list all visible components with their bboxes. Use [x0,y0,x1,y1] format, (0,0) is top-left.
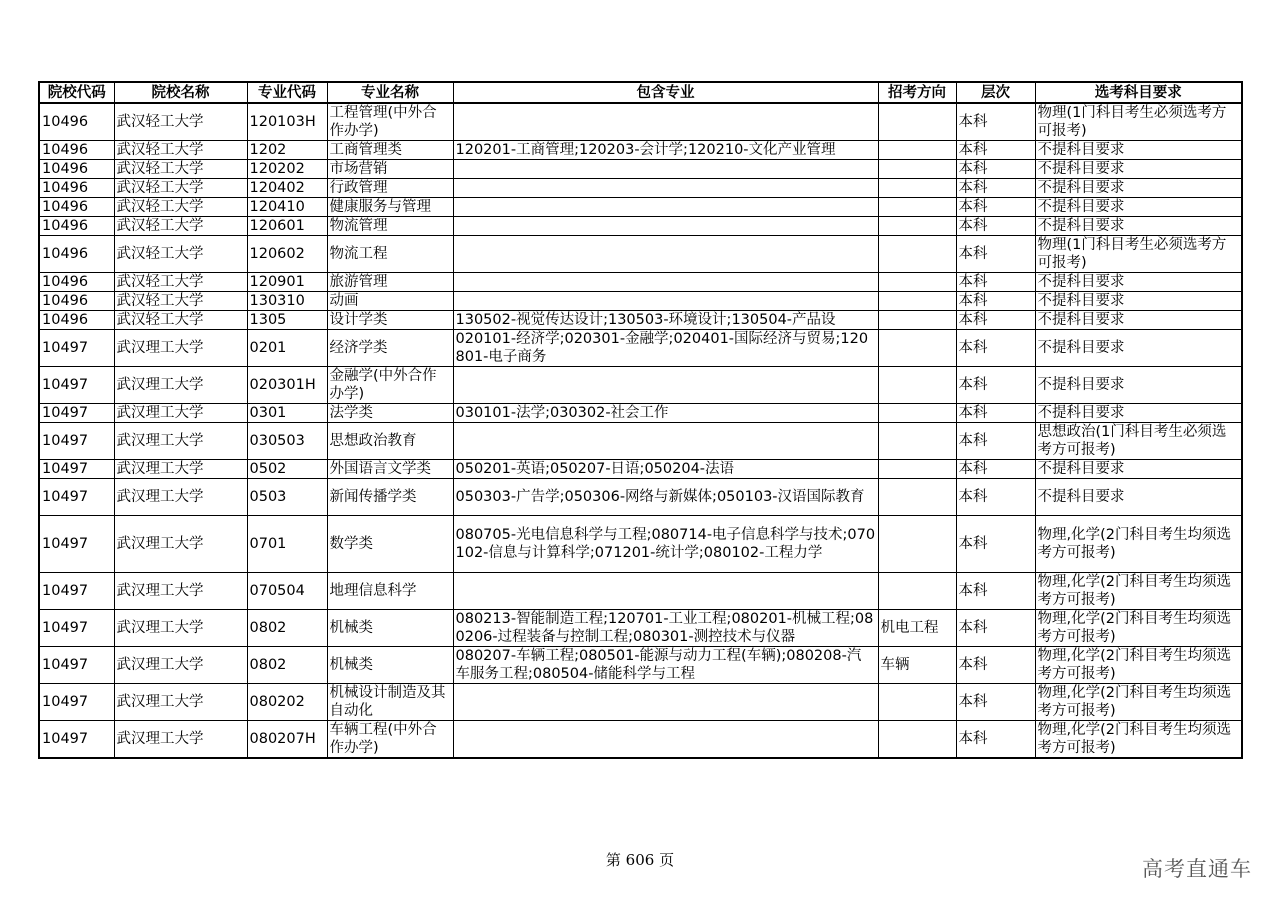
cell-subject-requirement: 物理,化学(2门科目考生均须选考方可报考) [1035,684,1242,721]
cell-subject-requirement: 不提科目要求 [1035,367,1242,404]
cell-subject-requirement: 物理,化学(2门科目考生均须选考方可报考) [1035,516,1242,573]
cell-school-name: 武汉理工大学 [114,404,247,423]
cell-major-name: 物流工程 [327,236,453,273]
cell-subject-requirement: 不提科目要求 [1035,141,1242,160]
cell-major-name: 机械设计制造及其自动化 [327,684,453,721]
cell-school-code: 10496 [39,311,114,330]
cell-included-majors [453,423,878,460]
header-included-majors: 包含专业 [453,82,878,103]
cell-level: 本科 [956,160,1035,179]
cell-included-majors [453,367,878,404]
cell-school-code: 10496 [39,217,114,236]
cell-major-code: 080207H [247,721,327,759]
cell-school-name: 武汉理工大学 [114,479,247,516]
cell-school-name: 武汉轻工大学 [114,141,247,160]
cell-level: 本科 [956,292,1035,311]
cell-subject-requirement: 物理(1门科目考生必须选考方可报考) [1035,103,1242,141]
cell-school-name: 武汉理工大学 [114,721,247,759]
cell-exam-direction [878,179,956,198]
cell-subject-requirement: 不提科目要求 [1035,179,1242,198]
cell-included-majors: 020101-经济学;020301-金融学;020401-国际经济与贸易;120801-电子商务 [453,330,878,367]
cell-level: 本科 [956,330,1035,367]
cell-major-code: 0502 [247,460,327,479]
cell-included-majors: 120201-工商管理;120203-会计学;120210-文化产业管理 [453,141,878,160]
cell-major-code: 030503 [247,423,327,460]
table-row [39,160,1242,179]
cell-major-code: 120402 [247,179,327,198]
cell-major-name: 经济学类 [327,330,453,367]
cell-subject-requirement: 不提科目要求 [1035,198,1242,217]
watermark-text: 高考直通车 [1142,857,1252,881]
cell-school-code: 10497 [39,404,114,423]
cell-level: 本科 [956,198,1035,217]
table-row [39,721,1242,759]
cell-subject-requirement: 物理,化学(2门科目考生均须选考方可报考) [1035,610,1242,647]
cell-included-majors [453,160,878,179]
table-row [39,404,1242,423]
table-row [39,179,1242,198]
cell-school-name: 武汉轻工大学 [114,217,247,236]
cell-school-code: 10497 [39,684,114,721]
cell-major-name: 地理信息科学 [327,573,453,610]
cell-major-name: 法学类 [327,404,453,423]
cell-school-name: 武汉理工大学 [114,367,247,404]
cell-school-name: 武汉理工大学 [114,460,247,479]
header-exam-direction: 招考方向 [878,82,956,103]
table-row [39,573,1242,610]
cell-level: 本科 [956,647,1035,684]
cell-level: 本科 [956,516,1035,573]
cell-exam-direction [878,103,956,141]
cell-exam-direction [878,367,956,404]
cell-major-name: 新闻传播学类 [327,479,453,516]
cell-school-code: 10497 [39,367,114,404]
cell-exam-direction [878,217,956,236]
cell-subject-requirement: 思想政治(1门科目考生必须选考方可报考) [1035,423,1242,460]
cell-included-majors [453,198,878,217]
cell-school-code: 10496 [39,273,114,292]
cell-included-majors: 080207-车辆工程;080501-能源与动力工程(车辆);080208-汽车服务工程;080504-储能科学与工程 [453,647,878,684]
cell-exam-direction [878,292,956,311]
cell-school-code: 10497 [39,423,114,460]
cell-included-majors: 080705-光电信息科学与工程;080714-电子信息科学与技术;070102-信息与计算科学;071201-统计学;080102-工程力学 [453,516,878,573]
cell-level: 本科 [956,367,1035,404]
cell-major-name: 行政管理 [327,179,453,198]
cell-school-code: 10497 [39,610,114,647]
cell-included-majors [453,573,878,610]
cell-major-name: 物流管理 [327,217,453,236]
table-row [39,311,1242,330]
table-row [39,479,1242,516]
cell-major-code: 120202 [247,160,327,179]
cell-subject-requirement: 不提科目要求 [1035,330,1242,367]
cell-major-code: 020301H [247,367,327,404]
cell-level: 本科 [956,423,1035,460]
cell-major-name: 健康服务与管理 [327,198,453,217]
cell-subject-requirement: 物理,化学(2门科目考生均须选考方可报考) [1035,647,1242,684]
cell-school-name: 武汉轻工大学 [114,292,247,311]
cell-major-code: 130310 [247,292,327,311]
table-row [39,141,1242,160]
cell-major-code: 080202 [247,684,327,721]
cell-major-code: 1305 [247,311,327,330]
cell-major-name: 数学类 [327,516,453,573]
table-row [39,684,1242,721]
cell-exam-direction [878,573,956,610]
table-row [39,367,1242,404]
table-row [39,292,1242,311]
cell-level: 本科 [956,460,1035,479]
cell-major-code: 120602 [247,236,327,273]
cell-school-code: 10497 [39,647,114,684]
cell-school-name: 武汉理工大学 [114,647,247,684]
cell-major-name: 车辆工程(中外合作办学) [327,721,453,759]
cell-included-majors [453,236,878,273]
cell-school-name: 武汉轻工大学 [114,273,247,292]
cell-included-majors [453,292,878,311]
cell-major-code: 120103H [247,103,327,141]
cell-included-majors [453,684,878,721]
cell-exam-direction [878,236,956,273]
cell-school-name: 武汉轻工大学 [114,198,247,217]
cell-included-majors: 130502-视觉传达设计;130503-环境设计;130504-产品设 [453,311,878,330]
cell-major-name: 工商管理类 [327,141,453,160]
cell-exam-direction [878,684,956,721]
table-row [39,273,1242,292]
table-row [39,610,1242,647]
cell-included-majors [453,179,878,198]
cell-school-name: 武汉理工大学 [114,573,247,610]
cell-school-code: 10496 [39,292,114,311]
cell-exam-direction [878,479,956,516]
header-level: 层次 [956,82,1035,103]
table-row [39,236,1242,273]
cell-exam-direction [878,141,956,160]
cell-exam-direction [878,404,956,423]
cell-level: 本科 [956,179,1035,198]
header-major-code: 专业代码 [247,82,327,103]
cell-subject-requirement: 物理,化学(2门科目考生均须选考方可报考) [1035,721,1242,759]
cell-included-majors: 050303-广告学;050306-网络与新媒体;050103-汉语国际教育 [453,479,878,516]
cell-included-majors: 030101-法学;030302-社会工作 [453,404,878,423]
cell-major-code: 0701 [247,516,327,573]
cell-exam-direction: 车辆 [878,647,956,684]
cell-included-majors [453,273,878,292]
table-body [39,103,1242,758]
table-row [39,330,1242,367]
cell-subject-requirement: 物理,化学(2门科目考生均须选考方可报考) [1035,573,1242,610]
cell-exam-direction: 机电工程 [878,610,956,647]
cell-subject-requirement: 不提科目要求 [1035,217,1242,236]
table-row [39,516,1242,573]
cell-level: 本科 [956,273,1035,292]
cell-major-name: 金融学(中外合作办学) [327,367,453,404]
cell-school-code: 10496 [39,236,114,273]
cell-included-majors [453,721,878,759]
cell-included-majors: 050201-英语;050207-日语;050204-法语 [453,460,878,479]
cell-major-code: 120410 [247,198,327,217]
cell-major-code: 070504 [247,573,327,610]
cell-included-majors: 080213-智能制造工程;120701-工业工程;080201-机械工程;080206-过程装备与控制工程;080301-测控技术与仪器 [453,610,878,647]
cell-subject-requirement: 物理(1门科目考生必须选考方可报考) [1035,236,1242,273]
table-row [39,103,1242,141]
cell-school-code: 10496 [39,141,114,160]
cell-subject-requirement: 不提科目要求 [1035,404,1242,423]
cell-major-name: 思想政治教育 [327,423,453,460]
header-school-code: 院校代码 [39,82,114,103]
cell-major-name: 动画 [327,292,453,311]
cell-major-code: 0802 [247,647,327,684]
header-subject-requirement: 选考科目要求 [1035,82,1242,103]
cell-subject-requirement: 不提科目要求 [1035,292,1242,311]
cell-school-name: 武汉理工大学 [114,423,247,460]
cell-school-code: 10496 [39,103,114,141]
cell-exam-direction [878,516,956,573]
cell-exam-direction [878,273,956,292]
cell-major-name: 机械类 [327,610,453,647]
cell-level: 本科 [956,610,1035,647]
cell-major-name: 工程管理(中外合作办学) [327,103,453,141]
cell-exam-direction [878,311,956,330]
cell-exam-direction [878,721,956,759]
cell-exam-direction [878,198,956,217]
cell-school-code: 10497 [39,460,114,479]
page-number: 第 606 页 [605,851,675,869]
cell-included-majors [453,103,878,141]
cell-major-name: 外国语言文学类 [327,460,453,479]
cell-school-name: 武汉理工大学 [114,330,247,367]
table-row [39,460,1242,479]
cell-exam-direction [878,330,956,367]
cell-school-code: 10497 [39,479,114,516]
cell-level: 本科 [956,103,1035,141]
cell-level: 本科 [956,311,1035,330]
cell-major-name: 设计学类 [327,311,453,330]
table-row [39,198,1242,217]
cell-school-code: 10497 [39,573,114,610]
cell-major-code: 1202 [247,141,327,160]
cell-level: 本科 [956,141,1035,160]
cell-level: 本科 [956,684,1035,721]
cell-exam-direction [878,160,956,179]
cell-major-code: 0503 [247,479,327,516]
cell-school-code: 10496 [39,179,114,198]
cell-major-code: 0802 [247,610,327,647]
cell-subject-requirement: 不提科目要求 [1035,311,1242,330]
cell-school-name: 武汉轻工大学 [114,311,247,330]
cell-school-code: 10497 [39,516,114,573]
table-header-row [39,82,1242,103]
cell-level: 本科 [956,236,1035,273]
table-row [39,647,1242,684]
admission-requirements-table [38,81,1243,759]
cell-major-code: 0301 [247,404,327,423]
cell-major-code: 120601 [247,217,327,236]
cell-major-code: 0201 [247,330,327,367]
cell-school-name: 武汉轻工大学 [114,236,247,273]
cell-school-name: 武汉轻工大学 [114,103,247,141]
cell-subject-requirement: 不提科目要求 [1035,160,1242,179]
cell-included-majors [453,217,878,236]
cell-major-name: 市场营销 [327,160,453,179]
cell-major-name: 机械类 [327,647,453,684]
cell-school-name: 武汉理工大学 [114,516,247,573]
cell-school-name: 武汉理工大学 [114,610,247,647]
cell-subject-requirement: 不提科目要求 [1035,479,1242,516]
table-row [39,423,1242,460]
cell-level: 本科 [956,721,1035,759]
cell-level: 本科 [956,404,1035,423]
cell-school-code: 10496 [39,198,114,217]
cell-subject-requirement: 不提科目要求 [1035,273,1242,292]
cell-major-name: 旅游管理 [327,273,453,292]
cell-school-code: 10497 [39,330,114,367]
cell-school-name: 武汉理工大学 [114,684,247,721]
header-school-name: 院校名称 [114,82,247,103]
cell-exam-direction [878,423,956,460]
header-major-name: 专业名称 [327,82,453,103]
cell-exam-direction [878,460,956,479]
cell-school-code: 10497 [39,721,114,759]
cell-school-name: 武汉轻工大学 [114,179,247,198]
cell-level: 本科 [956,479,1035,516]
cell-level: 本科 [956,217,1035,236]
cell-level: 本科 [956,573,1035,610]
cell-major-code: 120901 [247,273,327,292]
cell-school-code: 10496 [39,160,114,179]
cell-subject-requirement: 不提科目要求 [1035,460,1242,479]
cell-school-name: 武汉轻工大学 [114,160,247,179]
table-row [39,217,1242,236]
